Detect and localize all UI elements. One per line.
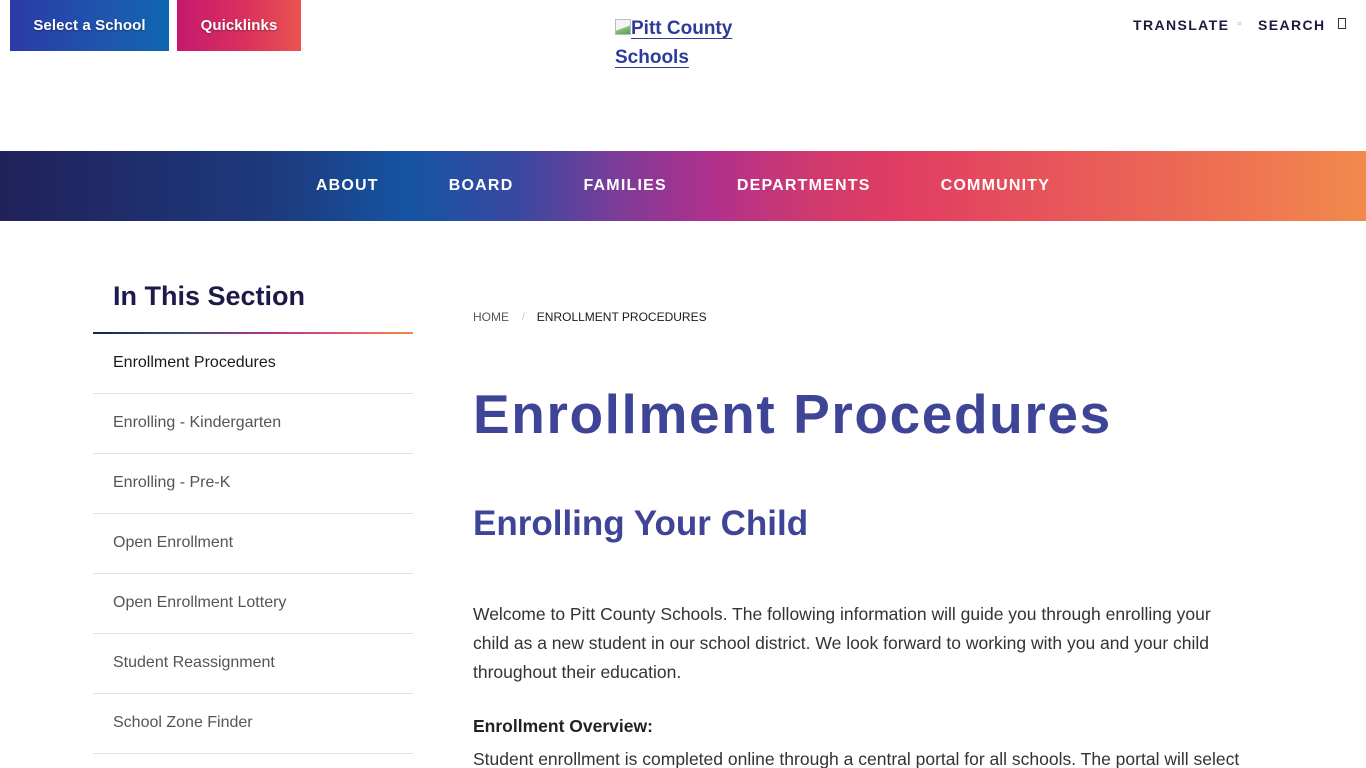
main-content <box>473 300 1273 768</box>
quicklinks-button[interactable] <box>177 0 301 51</box>
page-title: Enrollment Procedures <box>473 383 1112 445</box>
intro-line-1: Welcome to Pitt County Schools. The following information will guide you through enrolling your <box>473 604 1211 624</box>
breadcrumb-home[interactable]: HOME <box>473 310 509 324</box>
quicklinks-label: Quicklinks <box>200 17 278 34</box>
nav-item-community[interactable]: COMMUNITY <box>940 177 1051 194</box>
breadcrumb-current: ENROLLMENT PROCEDURES <box>536 310 707 324</box>
translate-button[interactable] <box>1133 17 1241 33</box>
intro-line-3: throughout their education. <box>473 662 682 682</box>
nav-item-departments[interactable]: DEPARTMENTS <box>736 177 871 194</box>
breadcrumb-separator: / <box>522 311 525 323</box>
sidebar-item-student-reassignment[interactable]: Student Reassignment <box>93 634 413 694</box>
sidebar-item-open-enrollment-lottery[interactable]: Open Enrollment Lottery <box>93 574 413 634</box>
intro-line-2: child as a new student in our school district. We look forward to working with you and your child <box>473 633 1210 653</box>
sidebar-item-enrolling-kindergarten[interactable]: Enrolling - Kindergarten <box>93 394 413 454</box>
section-sidebar <box>93 276 413 754</box>
search-button[interactable] <box>1258 17 1346 33</box>
sidebar-item-school-zone-finder[interactable]: School Zone Finder <box>93 694 413 754</box>
logo-alt-line1: Pitt County <box>631 18 733 39</box>
nav-item-board[interactable]: BOARD <box>448 177 514 194</box>
section-title: Enrolling Your Child <box>473 504 809 543</box>
sidebar-title: In This Section <box>113 281 306 311</box>
broken-image-icon <box>615 19 631 35</box>
logo-link[interactable] <box>615 18 732 68</box>
overview-paragraph: Student enrollment is completed online through a central portal for all schools. The portal will select <box>473 749 1240 768</box>
select-school-button[interactable] <box>10 0 169 51</box>
breadcrumb <box>473 300 1273 334</box>
translate-icon: ⌗ <box>1237 21 1242 28</box>
select-school-label: Select a School <box>33 17 146 34</box>
nav-item-about[interactable]: ABOUT <box>315 177 379 194</box>
translate-label: TRANSLATE <box>1133 17 1230 33</box>
sidebar-item-enrollment-procedures[interactable]: Enrollment Procedures <box>93 334 413 394</box>
main-navigation <box>0 151 1366 221</box>
nav-item-families[interactable]: FAMILIES <box>583 177 667 194</box>
sidebar-item-enrolling-pre-k[interactable]: Enrolling - Pre-K <box>93 454 413 514</box>
sidebar-item-open-enrollment[interactable]: Open Enrollment <box>93 514 413 574</box>
logo-alt-line2: Schools <box>615 47 689 68</box>
intro-paragraph <box>473 600 1273 687</box>
search-icon <box>1338 18 1346 29</box>
site-logo[interactable] <box>615 14 755 72</box>
search-label: SEARCH <box>1258 17 1326 33</box>
overview-heading: Enrollment Overview: <box>473 716 653 736</box>
